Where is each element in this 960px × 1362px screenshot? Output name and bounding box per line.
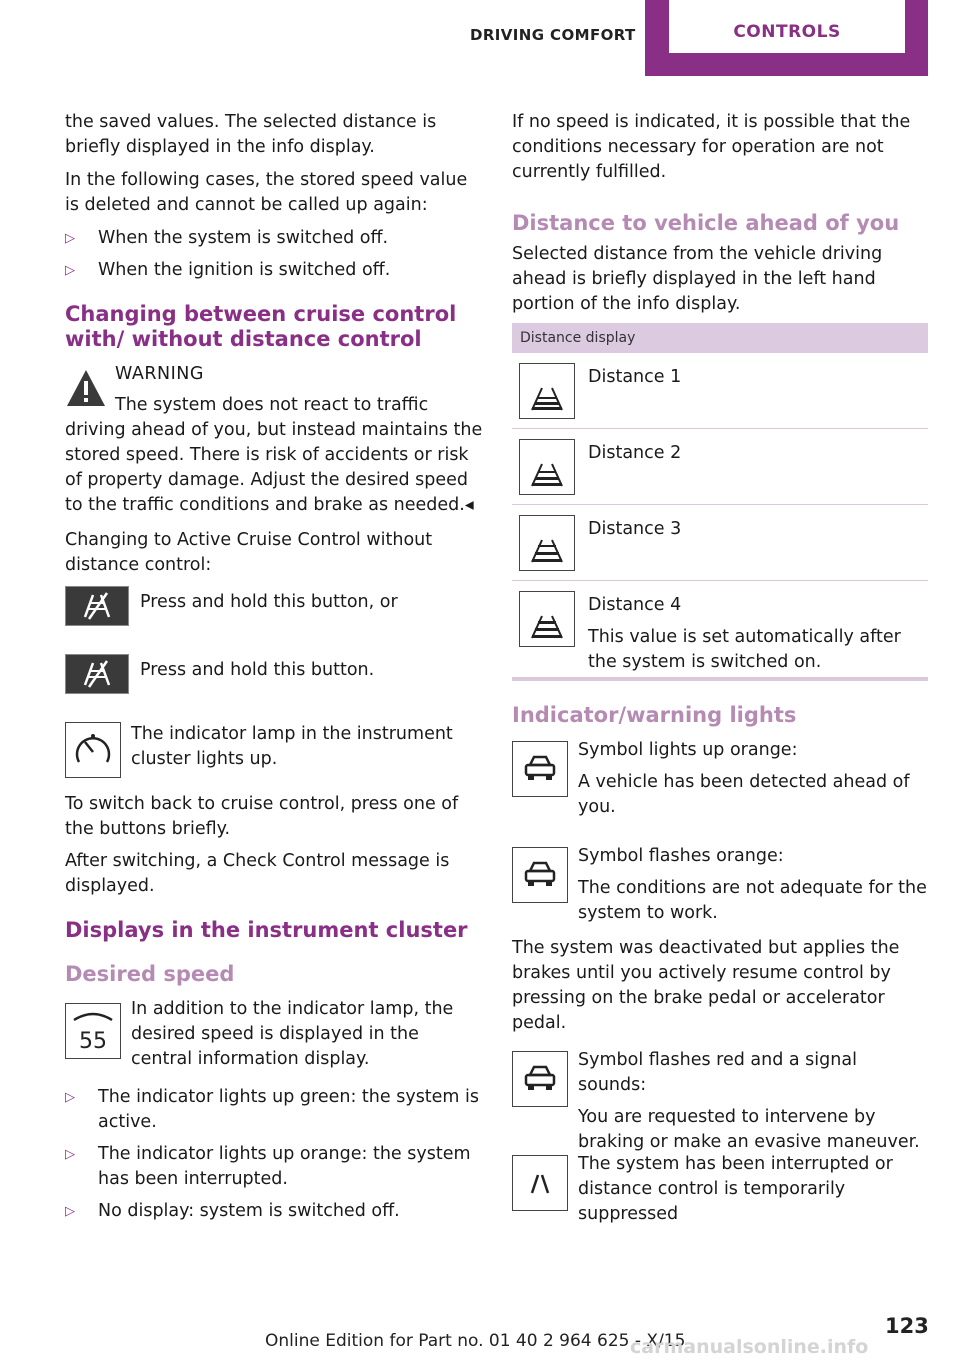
table-row	[512, 429, 928, 505]
indicator-lamp-row	[65, 722, 483, 784]
light-4-text: The system has been interrupted or distance control is temporarily suppressed	[578, 1154, 893, 1224]
paragraph-saved-values: the saved values. The selected distance is briefly displayed in the info display.	[65, 112, 437, 157]
distance-4-cell	[588, 593, 923, 675]
table-row	[512, 505, 928, 581]
light-3-desc: You are requested to intervene by braking or make an evasive maneuver.	[578, 1107, 920, 1152]
paragraph-distance: Selected distance from the vehicle driving ahead is briefly displayed in the left hand portion of the info display.	[512, 244, 883, 314]
light-1-desc: A vehicle has been detected ahead of you.	[578, 772, 910, 817]
vehicle-ahead-icon	[512, 1051, 568, 1107]
button-row-1-text: Press and hold this button, or	[140, 592, 398, 612]
distance-1-icon	[519, 363, 575, 419]
triangle-bullet-icon: ▷	[65, 1090, 75, 1105]
distance-table-header: Distance display	[512, 323, 928, 353]
light-3-title: Symbol flashes red and a signal sounds:	[578, 1050, 857, 1095]
page-number: 123	[885, 1314, 929, 1338]
chapter-tab-label: CONTROLS	[733, 22, 841, 42]
triangle-bullet-icon: ▷	[65, 231, 75, 246]
light-row-2	[512, 844, 928, 932]
heading-indicator: Indicator/warning lights	[512, 703, 797, 727]
left-column	[65, 110, 483, 1231]
warning-triangle-icon	[65, 368, 107, 408]
distance-label: Distance 1	[588, 367, 682, 387]
table-row	[512, 353, 928, 429]
heading-displays: Displays in the instrument cluster	[65, 918, 468, 942]
distance-label: Distance 3	[588, 519, 682, 539]
triangle-bullet-icon: ▷	[65, 1147, 75, 1162]
list-item: ▷ When the ignition is switched off.	[65, 258, 483, 283]
footer-edition: Online Edition for Part no. 01 40 2 964 625 - X/15	[265, 1331, 686, 1351]
desired-speed-icon	[65, 1003, 121, 1059]
light-2-desc: The conditions are not adequate for the system to work.	[578, 878, 927, 923]
distance-3-icon	[519, 515, 575, 571]
distance-control-button-icon	[65, 586, 129, 626]
distance-4-note: This value is set automatically after the system is switched on.	[588, 627, 901, 672]
heading-changing: Changing between cruise control with/ without distance control	[65, 302, 457, 351]
list-item: ▷ When the system is switched off.	[65, 226, 483, 251]
triangle-bullet-icon: ▷	[65, 1204, 75, 1219]
bullet-list-deleted	[65, 226, 483, 283]
distance-label: Distance 4	[588, 595, 682, 615]
button-row-2-text: Press and hold this button.	[140, 660, 375, 680]
triangle-bullet-icon: ▷	[65, 263, 75, 278]
warning-text: The system does not react to traffic driving ahead of you, but instead maintains the stored speed. There is risk of accidents or risk of property damage. Adjust the desired speed to the traffic conditions and brake as needed.◂	[65, 395, 483, 515]
vehicle-ahead-icon	[512, 847, 568, 903]
distance-control-button-icon	[65, 654, 129, 694]
table-row	[512, 581, 928, 681]
chapter-tab	[645, 0, 928, 76]
list-item: ▷ The indicator lights up green: the system is active.	[65, 1087, 480, 1132]
watermark: carmanualsonline.info	[630, 1336, 869, 1358]
button-row-1	[65, 586, 483, 646]
heading-desired-speed: Desired speed	[65, 962, 235, 986]
button-row-2	[65, 654, 483, 714]
light-row-4	[512, 1152, 928, 1224]
distance-label: Distance 2	[588, 443, 682, 463]
light-2-title: Symbol flashes orange:	[578, 846, 784, 866]
list-item: ▷ The indicator lights up orange: the system has been interrupted.	[65, 1144, 471, 1189]
list-item: ▷ No display: system is switched off.	[65, 1199, 483, 1224]
bullet-list-indicator	[65, 1085, 483, 1224]
paragraph-switch-back: To switch back to cruise control, press one of the buttons briefly.	[65, 794, 459, 839]
paragraph-deleted-cases: In the following cases, the stored speed value is deleted and cannot be called up again:	[65, 170, 468, 215]
paragraph-changing: Changing to Active Cruise Control without distance control:	[65, 530, 433, 575]
indicator-lamp-text: The indicator lamp in the instrument cluster lights up.	[131, 724, 453, 769]
road-lines-icon	[512, 1155, 568, 1211]
light-row-1	[512, 738, 928, 838]
distance-4-icon	[519, 591, 575, 647]
speedometer-icon	[65, 722, 121, 778]
light-row-3	[512, 1048, 928, 1152]
desired-speed-row	[65, 997, 483, 1077]
paragraph-no-speed: If no speed is indicated, it is possible that the conditions necessary for operation are not currently fulfilled.	[512, 112, 911, 182]
right-column	[512, 110, 928, 1224]
desired-speed-value: 55	[79, 1029, 107, 1054]
section-title: DRIVING COMFORT	[470, 26, 636, 44]
distance-2-icon	[519, 439, 575, 495]
paragraph-deactivated: The system was deactivated but applies the brakes until you actively resume control by pressing on the brake pedal or accelerator pedal.	[512, 938, 900, 1033]
warning-block	[65, 362, 483, 518]
heading-distance: Distance to vehicle ahead of you	[512, 211, 900, 235]
paragraph-after-switching: After switching, a Check Control message is displayed.	[65, 851, 450, 896]
desired-speed-text: In addition to the indicator lamp, the desired speed is displayed in the central information display.	[131, 999, 454, 1069]
light-1-title: Symbol lights up orange:	[578, 740, 798, 760]
warning-title: WARNING	[115, 364, 204, 384]
vehicle-ahead-icon	[512, 741, 568, 797]
